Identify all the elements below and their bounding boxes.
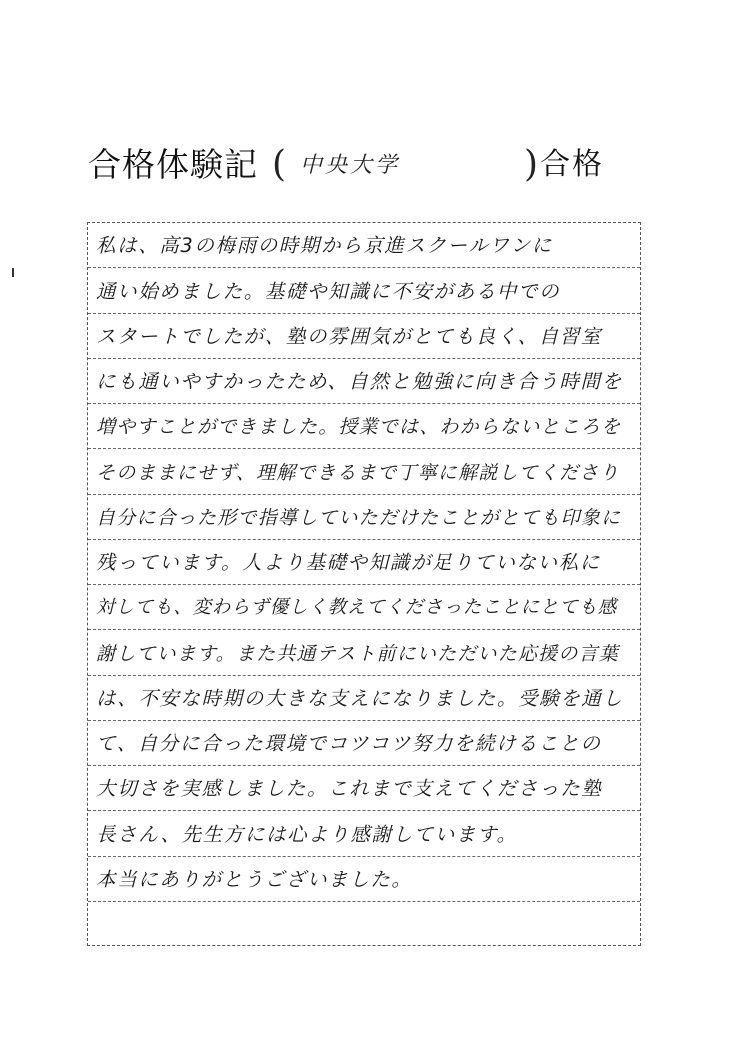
ruled-line [88,676,640,721]
ruled-line [88,585,640,630]
handwritten-line-text: スタートでしたが、塾の雰囲気がとても良く、自習室 [96,324,603,348]
result-label: 合格 [540,147,604,182]
handwritten-line-text: 大切さを実感しました。これまで支えてくださった塾 [96,777,603,801]
handwritten-line-text: 増やすことができました。授業では、わからないところを [96,416,622,439]
handwritten-line-text: て、自分に合った環境でコツコツ努力を続けることの [96,732,602,755]
handwritten-line-text: 対しても、変わらず優しく教えてくださったことにとても感 [96,597,618,619]
essay-header [88,140,648,190]
stray-pen-mark [12,268,14,277]
ruled-line [88,223,640,268]
handwritten-line-text: そのままにせず、理解できるまで丁寧に解説してくださり [96,461,620,484]
handwritten-line-text: 通い始めました。基礎や知識に不安がある中での [96,279,561,303]
ruled-line [88,902,640,947]
ruled-line [88,857,640,902]
ruled-line [88,268,640,313]
handwritten-line-text: 残っています。人より基礎や知識が足りていない私に [96,551,601,574]
handwritten-line-text: は、不安な時期の大きな支えになりました。受験を通し [96,686,624,710]
ruled-line [88,630,640,675]
ruled-line [88,314,640,359]
handwritten-line-text: 本当にありがとうございました。 [96,867,413,891]
handwritten-line-text: 私は、高3の梅雨の時期から京進スクールワンに [96,234,553,258]
handwritten-line-text: 自分に合った形で指導していただけたことがとても印象に [96,506,622,529]
page-title: 合格体験記 [88,145,258,184]
paren-open: ( [272,144,287,185]
ruled-line [88,766,640,811]
handwritten-line-text: 謝しています。また共通テスト前にいただいた応援の言葉 [96,642,619,665]
ruled-line [88,449,640,494]
handwritten-line-text: にも通いやすかったため、自然と勉強に向き合う時間を [96,370,623,393]
paren-close: ) [524,144,539,185]
ruled-line [88,811,640,856]
ruled-line [88,404,640,449]
ruled-line [88,540,640,585]
ruled-writing-sheet [87,222,641,946]
ruled-line [88,721,640,766]
ruled-line [88,495,640,540]
ruled-line [88,359,640,404]
handwritten-line-text: 長さん、先生方には心より感謝しています。 [96,822,518,846]
university-name: 中央大学 [300,153,401,178]
